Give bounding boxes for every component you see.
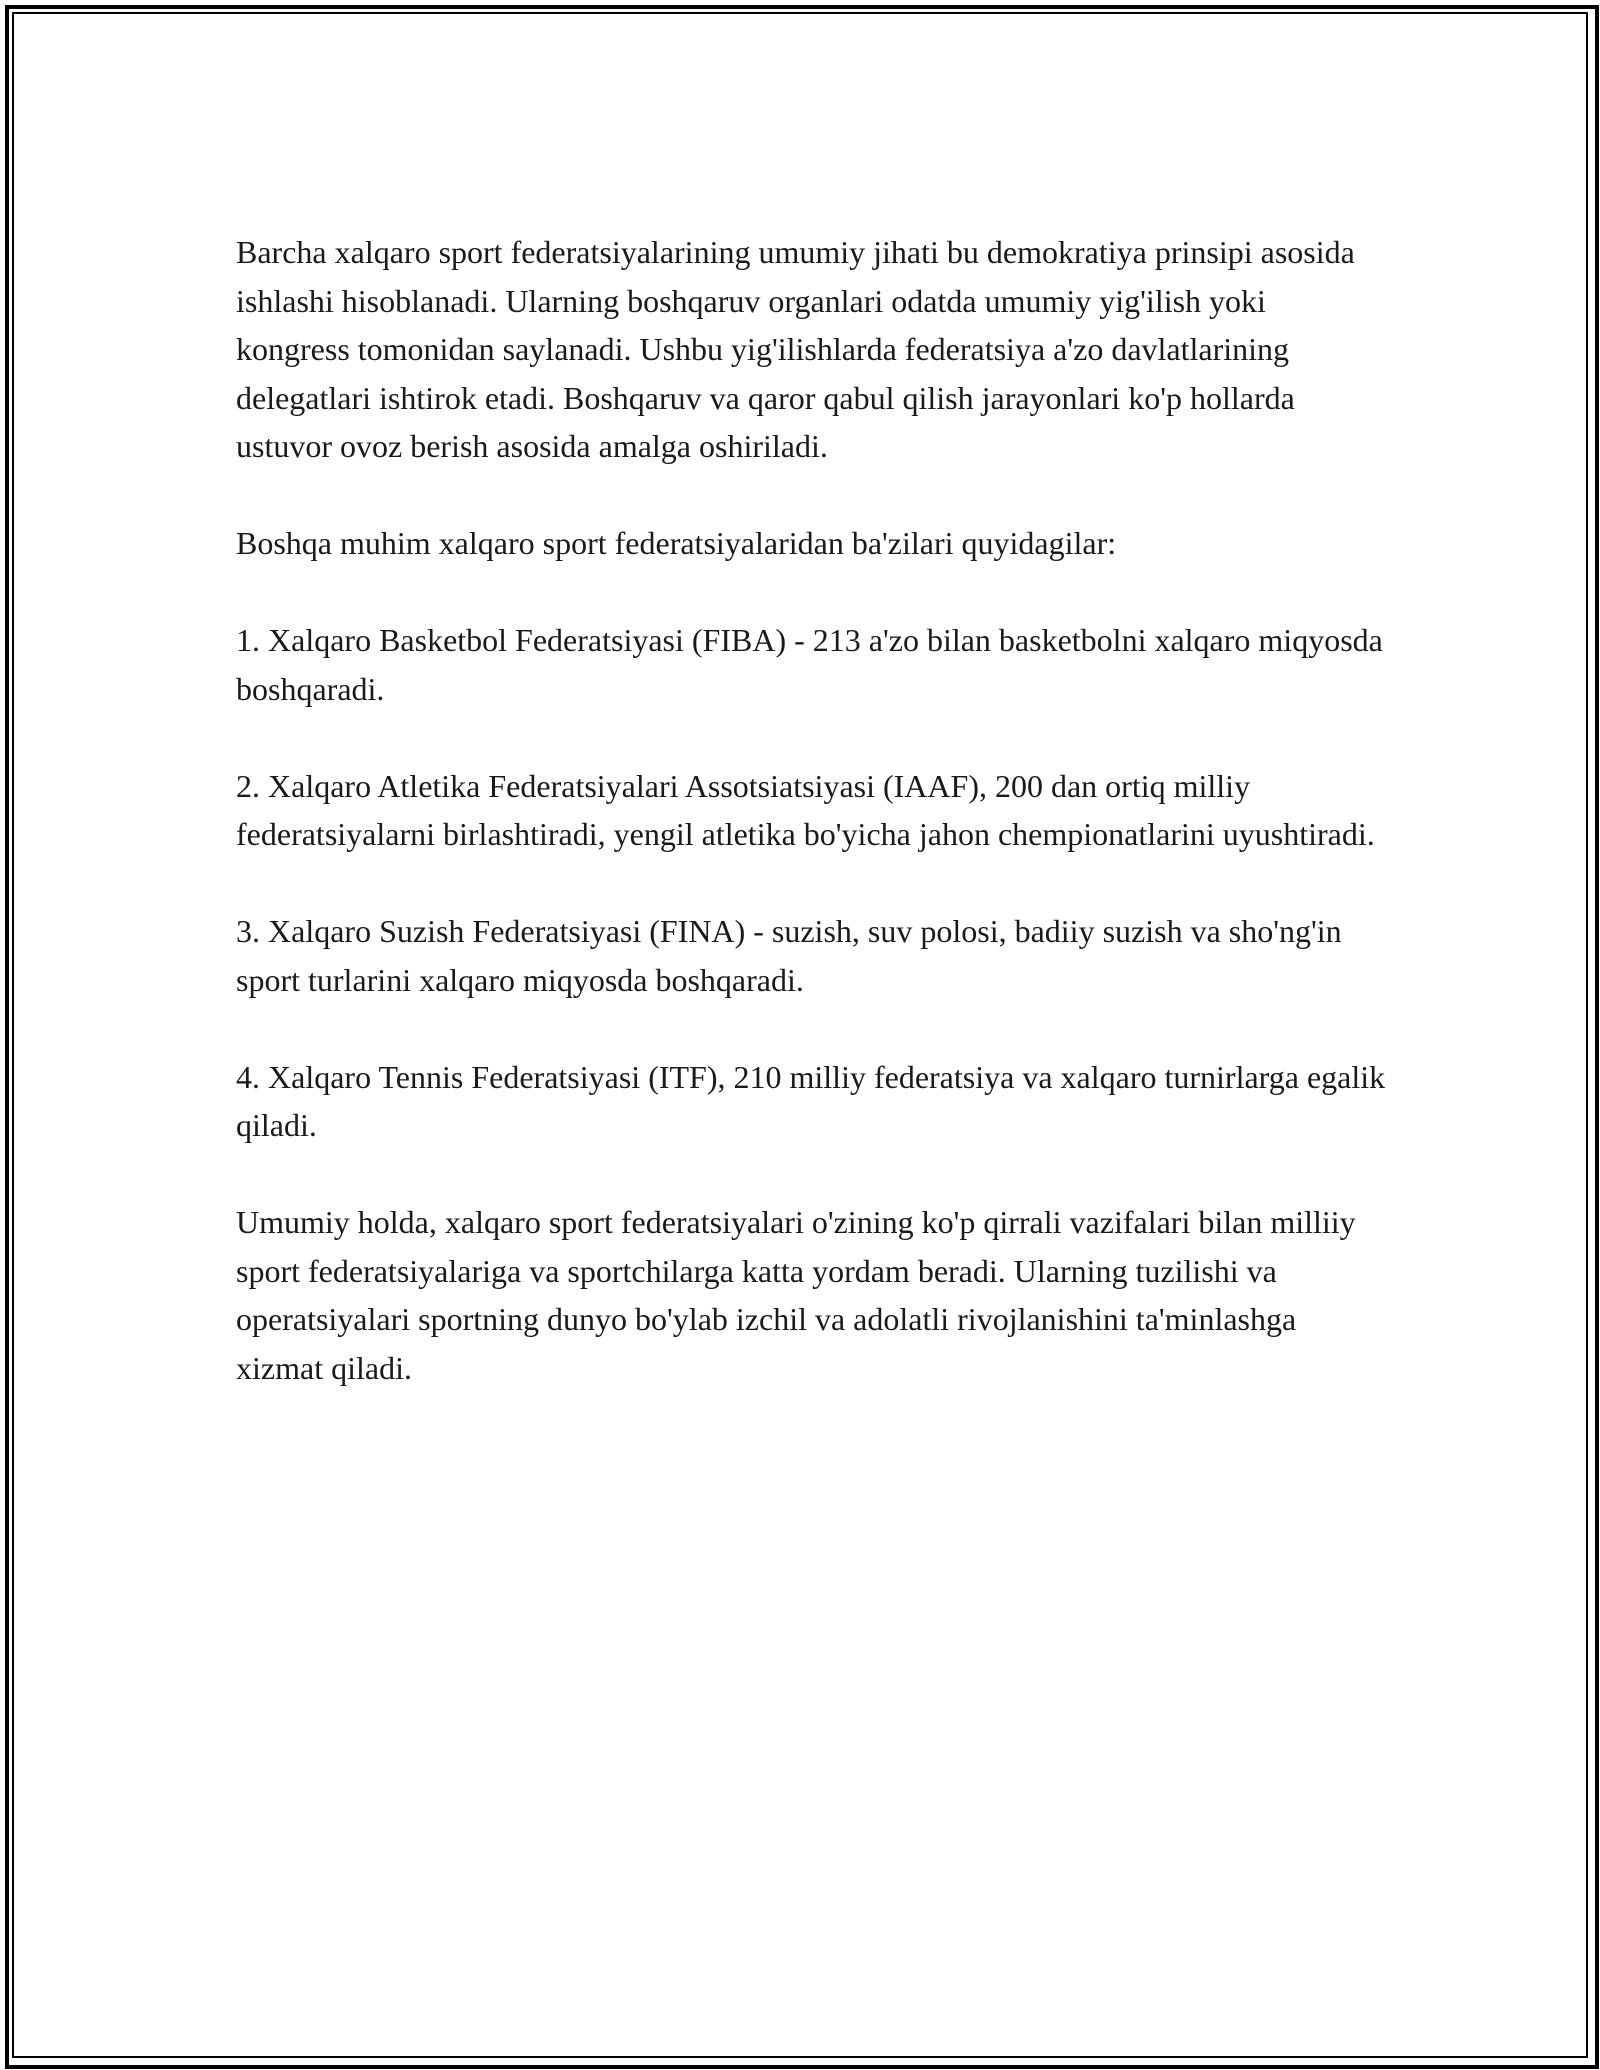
list-item-itf: 4. Xalqaro Tennis Federatsiyasi (ITF), 210 milliy federatsiya va xalqaro turnirlarga egalik qiladi. <box>236 1058 1386 1143</box>
list-intro-paragraph: Boshqa muhim xalqaro sport federatsiyalaridan ba'zilari quyidagilar: <box>236 525 1117 561</box>
intro-paragraph: Barcha xalqaro sport federatsiyalarining umumiy jihati bu demokratiya prinsipi asosida ishlashi hisoblanadi. Ularning boshqaruv organlari odatda umumiy yig'ilish yoki kongress tomonidan saylanadi. Ushbu yig'ilishlarda federatsiya a'zo davlatlarining delegatlari ishtirok etadi. Boshqaruv va qaror qabul qilish jarayonlari ko'p hollarda ustuvor ovoz berish asosida amalga oshiriladi. <box>236 234 1355 464</box>
document-body <box>236 228 1386 1441</box>
list-item-fina: 3. Xalqaro Suzish Federatsiyasi (FINA) - suzish, suv polosi, badiiy suzish va sho'ng'in sport turlarini xalqaro miqyosda boshqaradi. <box>236 913 1342 998</box>
conclusion-paragraph: Umumiy holda, xalqaro sport federatsiyalari o'zining ko'p qirrali vazifalari bilan milliiy sport federatsiyalariga va sportchilarga katta yordam beradi. Ularning tuzilishi va operatsiyalari sportning dunyo bo'ylab izchil va adolatli rivojlanishini ta'minlashga xizmat qiladi. <box>236 1204 1356 1386</box>
list-item-iaaf: 2. Xalqaro Atletika Federatsiyalari Assotsiatsiyasi (IAAF), 200 dan ortiq milliy federatsiyalarni birlashtiradi, yengil atletika bo'yicha jahon chempionatlarini uyushtiradi. <box>236 767 1375 852</box>
list-item-fiba: 1. Xalqaro Basketbol Federatsiyasi (FIBA) - 213 a'zo bilan basketbolni xalqaro miqyosda boshqaradi. <box>236 622 1383 707</box>
